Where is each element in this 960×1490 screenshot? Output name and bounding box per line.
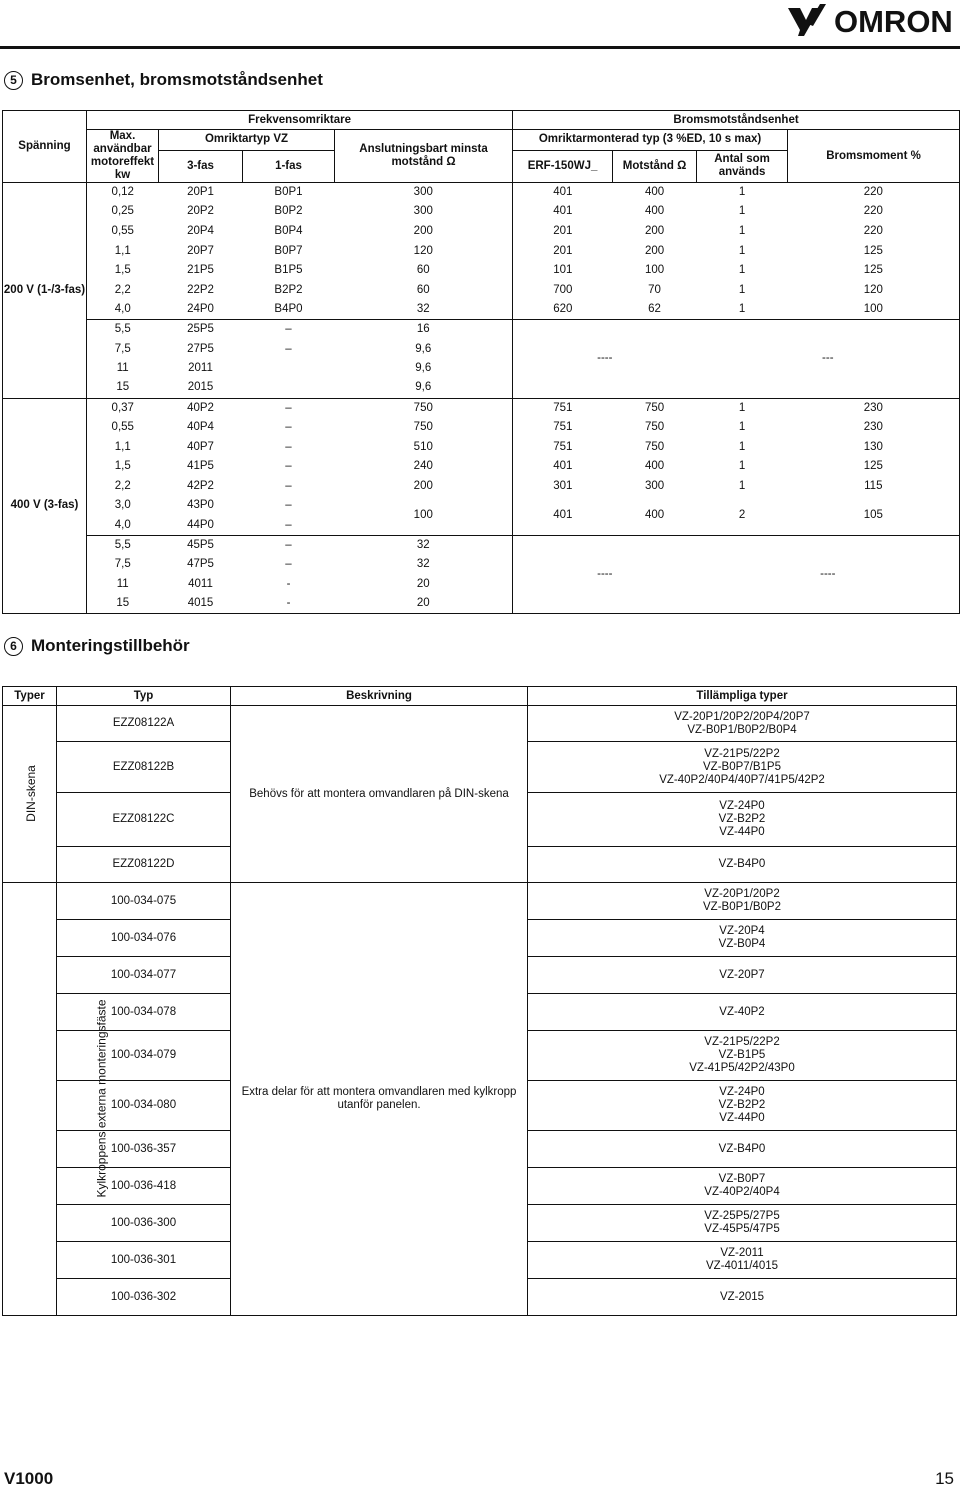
cell: 1 [738,224,746,237]
footer-model: V1000 [4,1469,54,1488]
cell: – [285,479,292,492]
cell: B0P7 [274,244,303,257]
cell: VZ-21P5/22P2 VZ-B0P7/B1P5 VZ-40P2/40P4/40P7/41P5/42P2 [528,742,957,793]
cell: 301 [553,479,573,492]
cell: 751 [553,420,573,433]
dash-cell: --- [697,320,960,398]
cell: VZ-20P4 VZ-B0P4 [528,920,957,957]
kylkropp-category [3,883,109,1316]
cell: 15 [87,594,159,614]
cell: VZ-B4P0 [528,847,957,883]
cell: B0P4 [274,224,303,237]
cell: VZ-B0P7 VZ-40P2/40P4 [528,1168,957,1205]
table-row [3,222,960,242]
header-max-motoreffekt: Max. användbar motoreffekt kw [87,130,159,183]
cell: VZ-21P5/22P2 VZ-B1P5 VZ-41P5/42P2/43P0 [528,1031,957,1081]
cell: – [243,535,335,555]
cell: 300 [335,183,513,203]
cell: 105 [788,496,960,535]
cell: 0,55 [87,222,159,242]
header-omriktartyp: Omriktartyp VZ [159,130,335,151]
cell: 32 [335,555,513,575]
cell: 44P0 [159,516,243,536]
cell: – [285,401,292,414]
cell: 15 [87,378,159,398]
cell: 47P5 [187,558,214,571]
cell: 9,6 [335,378,513,398]
cell: 7,5 [87,555,159,575]
cell: 60 [335,280,513,300]
cell: 100-036-301 [57,1242,231,1279]
cell: 510 [335,437,513,457]
cell: 1 [738,460,746,473]
table-row [3,706,957,742]
cell: 100-036-302 [57,1279,231,1316]
voltage-200v: 200 V (1-/3-fas) [3,183,87,399]
table-row [3,320,960,340]
cell [243,359,335,379]
cell: 40P7 [187,440,214,453]
dash-cell: ---- [513,535,697,613]
cell: 5,5 [87,535,159,555]
cell: 401 [553,508,573,521]
cell: 2,2 [87,476,159,496]
cell: 1 [697,300,788,320]
cell: 751 [553,440,573,453]
cell: VZ-40P2 [528,994,957,1031]
cell: 4,0 [87,516,159,536]
section-5-title: Bromsenhet, bromsmotståndsenhet [31,70,323,89]
cell: 700 [553,283,573,296]
cell: – [285,420,292,433]
cell: 9,6 [335,359,513,379]
cell: 32 [335,300,513,320]
header-1fas: 1-fas [243,150,335,182]
cell: 11 [87,359,159,379]
cell: – [285,323,292,336]
cell: - [286,577,291,590]
cell: 101 [553,264,573,277]
cell: – [285,499,292,512]
din-label: DIN-skena [23,765,38,822]
section-5-number: 5 [4,71,23,90]
section-6-heading [4,636,190,656]
cell: 201 [553,224,573,237]
cell: 120 [335,241,513,261]
cell: – [243,516,335,536]
cell: 230 [788,398,960,418]
cell: 100 [788,300,960,320]
cell: 401 [553,186,573,199]
brand-text: OMRON [834,4,953,39]
header-3fas: 3-fas [159,150,243,182]
cell: 100-036-357 [57,1131,231,1168]
cell: VZ-20P1/20P2 VZ-B0P1/B0P2 [528,883,957,920]
cell: 100-034-078 [57,994,231,1031]
table-row [3,183,960,203]
cell: B0P2 [274,205,303,218]
cell: 300 [335,202,513,222]
cell: B2P2 [274,283,303,296]
brake-unit-table [2,110,960,614]
cell: 21P5 [187,264,214,277]
cell: – [285,460,292,473]
cell: 4015 [159,594,243,614]
cell: 401 [553,460,573,473]
cell: 750 [644,401,665,414]
cell: EZZ08122C [57,793,231,847]
cell: 60 [335,261,513,281]
table-row [3,300,960,320]
cell: 1 [738,420,746,433]
cell: 125 [788,457,960,477]
cell: 20P7 [187,244,214,257]
table-row [3,535,960,555]
cell: 32 [335,535,513,555]
table-row [3,476,960,496]
cell: 100-034-079 [57,1031,231,1081]
cell: 400 [644,460,665,473]
cell: 0,25 [87,202,159,222]
cell: 11 [87,574,159,594]
cell: VZ-2015 [528,1279,957,1316]
header-frekvensomriktare: Frekvensomriktare [87,111,513,130]
cell: 20 [335,574,513,594]
cell [243,378,335,398]
cell: 1,1 [87,241,159,261]
cell: 100 [335,496,513,535]
cell: 0,37 [87,398,159,418]
header-omriktarmonterad: Omriktarmonterad typ (3 %ED, 10 s max) [513,130,788,151]
cell: 400 [644,186,665,199]
cell: – [285,342,292,355]
header-typer: Typer [3,687,57,706]
cell: – [285,440,292,453]
header-rule [0,46,960,49]
cell: 62 [613,300,697,320]
cell: 220 [788,222,960,242]
cell: 43P0 [187,499,214,512]
din-category [3,706,57,883]
cell: 130 [788,437,960,457]
cell: 24P0 [159,300,243,320]
cell: B4P0 [243,300,335,320]
cell: 401 [553,205,573,218]
cell: 200 [335,476,513,496]
cell: 40P4 [187,420,214,433]
cell: 1 [738,244,746,257]
section-5-heading [4,70,323,90]
cell: 1 [738,283,746,296]
table-row [3,280,960,300]
cell: VZ-24P0 VZ-B2P2 VZ-44P0 [528,793,957,847]
cell: 9,6 [335,339,513,359]
cell: 100-034-075 [57,883,231,920]
header-bromsmotstandsenhet: Bromsmotståndsenhet [513,111,960,130]
cell: 0,55 [87,418,159,438]
table-row [3,241,960,261]
kylkropp-label: Kylkroppens externa monteringsfäste [94,999,109,1198]
cell: VZ-20P7 [528,957,957,994]
cell: EZZ08122A [57,706,231,742]
cell: 100-036-418 [57,1168,231,1205]
cell: 751 [553,401,573,414]
cell: 100-034-077 [57,957,231,994]
cell: 400 [644,205,665,218]
cell: 220 [788,202,960,222]
cell: 125 [788,261,960,281]
section-6-title: Monteringstillbehör [31,636,190,655]
header-typ: Typ [57,687,231,706]
cell: 100-034-076 [57,920,231,957]
cell: 1,1 [87,437,159,457]
section-6-number: 6 [4,637,23,656]
cell: EZZ08122B [57,742,231,793]
cell: – [285,558,292,571]
cell: 2015 [159,378,243,398]
cell: 100-034-080 [57,1081,231,1131]
cell: 125 [788,241,960,261]
cell: - [243,594,335,614]
table-row [3,398,960,418]
table-row [3,457,960,477]
cell: 20P1 [187,186,214,199]
dash-cell: ---- [697,535,960,613]
table-row [3,418,960,438]
cell: 1 [738,186,746,199]
cell: B1P5 [274,264,303,277]
cell: 16 [335,320,513,340]
cell: EZZ08122D [57,847,231,883]
omron-logo [786,2,958,40]
cell: 2 [738,508,746,521]
table-row [3,202,960,222]
cell: 201 [553,244,573,257]
header-bromsmoment: Bromsmoment % [788,130,960,183]
cell: 1 [738,264,746,277]
table-row [3,496,960,516]
cell: 41P5 [187,460,214,473]
cell: 100-036-300 [57,1205,231,1242]
cell: 22P2 [187,283,214,296]
cell: 400 [644,508,665,521]
cell: B0P1 [274,186,303,199]
footer-page-number: 15 [935,1469,954,1488]
cell: 2,2 [87,280,159,300]
header-motstand: Motstånd Ω [613,150,697,182]
cell: 7,5 [87,339,159,359]
header-antal: Antal som används [697,150,788,182]
cell: 1 [738,479,746,492]
cell: 1 [738,440,746,453]
cell: 230 [788,418,960,438]
cell: 200 [644,244,665,257]
cell: 20P4 [187,224,214,237]
cell: 70 [648,283,661,296]
cell: 20 [335,594,513,614]
cell: 4,0 [87,300,159,320]
header-tillampliga: Tillämpliga typer [528,687,957,706]
header-erf: ERF-150WJ_ [513,150,613,182]
header-spanning: Spänning [3,111,87,183]
cell: 0,12 [87,183,159,203]
dash-cell: ---- [513,320,697,398]
cell: 750 [335,398,513,418]
mounting-accessories-table [2,686,957,1316]
cell: 750 [335,418,513,438]
cell: 620 [513,300,613,320]
cell: 240 [335,457,513,477]
cell: 1 [738,401,746,414]
cell: 200 [644,224,665,237]
table-row [3,437,960,457]
cell: VZ-24P0 VZ-B2P2 VZ-44P0 [528,1081,957,1131]
cell: 42P2 [187,479,214,492]
cell: 100 [644,264,665,277]
cell: 4011 [188,577,213,590]
voltage-400v: 400 V (3-fas) [3,398,87,614]
cell: 2011 [188,362,213,375]
cell: VZ-20P1/20P2/20P4/20P7 VZ-B0P1/B0P2/B0P4 [528,706,957,742]
cell: 5,5 [87,320,159,340]
cell: 115 [788,476,960,496]
cell: 27P5 [187,342,214,355]
cell: 40P2 [187,401,214,414]
cell: 750 [644,440,665,453]
cell: 300 [644,479,665,492]
cell: 45P5 [159,535,243,555]
din-description: Behövs för att montera omvandlaren på DIN-skena [231,706,528,883]
cell: 750 [644,420,665,433]
cell: VZ-B4P0 [528,1131,957,1168]
table-row [3,261,960,281]
table-row [3,883,957,920]
kylkropp-description: Extra delar för att montera omvandlaren med kylkropp utanför panelen. [231,883,528,1316]
cell: 1 [738,205,746,218]
cell: 120 [788,280,960,300]
header-anslutningsbart: Anslutningsbart minsta motstånd Ω [335,130,513,183]
cell: 20P2 [187,205,214,218]
cell: VZ-2011 VZ-4011/4015 [528,1242,957,1279]
cell: 200 [335,222,513,242]
cell: 3,0 [87,496,159,516]
cell: 1,5 [87,261,159,281]
cell: 1,5 [87,457,159,477]
header-beskrivning: Beskrivning [231,687,528,706]
cell: VZ-25P5/27P5 VZ-45P5/47P5 [528,1205,957,1242]
cell: 220 [788,183,960,203]
cell: 25P5 [187,323,214,336]
